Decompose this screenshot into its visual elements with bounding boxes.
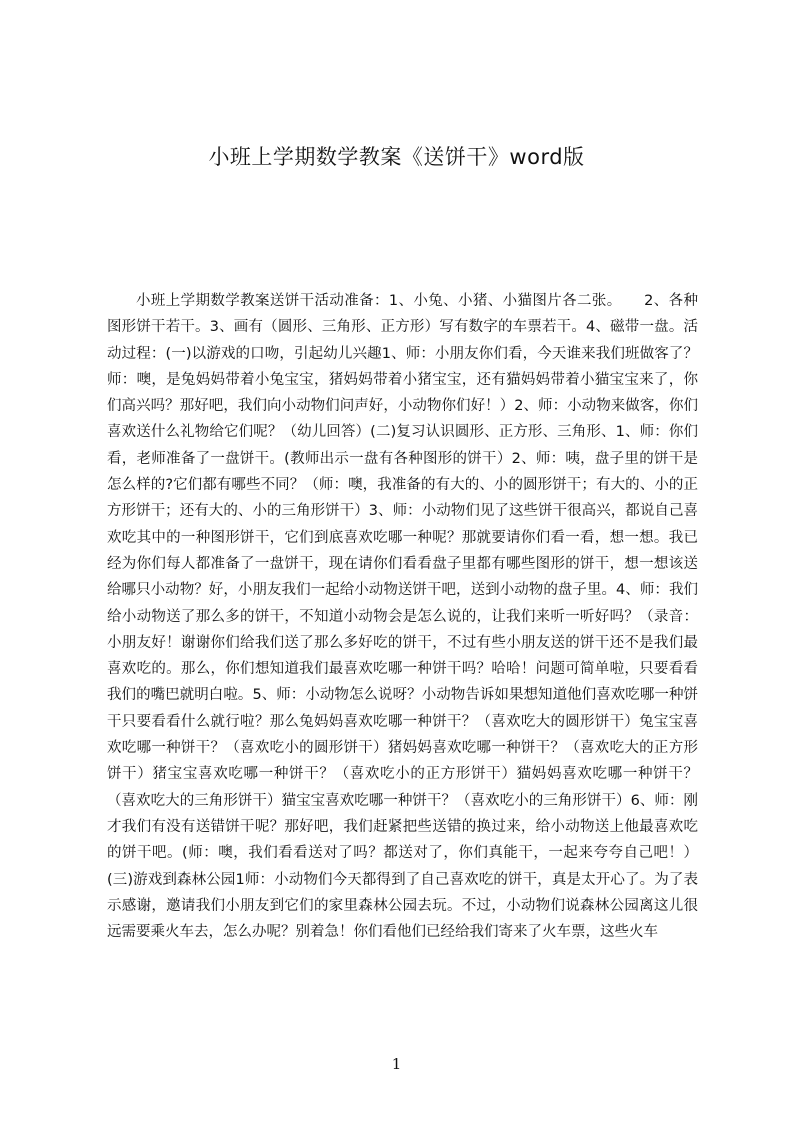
document-title: 小班上学期数学教案《送饼干》word版 [208,145,585,169]
page-number: 1 [391,1055,402,1073]
document-body-paragraph: 小班上学期数学教案送饼干活动准备：1、小兔、小猪、小猫图片各二张。 2、各种图形饼干若干。3、画有（圆形、三角形、正方形）写有数字的车票若干。4、磁带一盘。活动过程：(一)以游戏的口吻，引起幼儿兴趣1、师：小朋友你们看，今天谁来我们班做客了？师：噢，是兔妈妈带着小兔宝宝，猪妈妈带着小猪宝宝，还有猫妈妈带着小猫宝宝来了，你们高兴吗？那好吧，我们向小动物们问声好，小动物你们好！）2、师：小动物来做客，你们喜欢送什么礼物给它们呢？（幼儿回答）(二)复习认识圆形、正方形、三角形、1、师：你们看，老师准备了一盘饼干。(教师出示一盘有各种图形的饼干）2、师：咦，盘子里的饼干是怎么样的?它们都有哪些不同？（师：噢，我准备的有大的、小的圆形饼干；有大的、小的正方形饼干；还有大的、小的三角形饼干）3、师：小动物们见了这些饼干很高兴，都说自己喜欢吃其中的一种图形饼干，它们到底喜欢吃哪一种呢？那就要请你们看一看，想一想。我已经为你们每人都准备了一盘饼干，现在请你们看看盘子里都有哪些图形的饼干，想一想该送给哪只小动物？好，小朋友我们一起给小动物送饼干吧，送到小动物的盘子里。4、师：我们给小动物送了那么多的饼干，不知道小动物会是怎么说的，让我们来听一听好吗？（录音：小朋友好！谢谢你们给我们送了那么多好吃的饼干，不过有些小朋友送的饼干还不是我们最喜欢吃的。那么，你们想知道我们最喜欢吃哪一种饼干吗？哈哈！问题可简单啦，只要看看我们的嘴巴就明白啦。5、师：小动物怎么说呀？小动物告诉如果想知道他们喜欢吃哪一种饼干只要看看什么就行啦？那么兔妈妈喜欢吃哪一种饼干？（喜欢吃大的圆形饼干）兔宝宝喜欢吃哪一种饼干？（喜欢吃小的圆形饼干）猪妈妈喜欢吃哪一种饼干？（喜欢吃大的正方形饼干）猪宝宝喜欢吃哪一种饼干？（喜欢吃小的正方形饼干）猫妈妈喜欢吃哪一种饼干？（喜欢吃大的三角形饼干）猫宝宝喜欢吃哪一种饼干？（喜欢吃小的三角形饼干）6、师：刚才我们有没有送错饼干呢？那好吧，我们赶紧把些送错的换过来，给小动物送上他最喜欢吃的饼干吧。(师：噢，我们看看送对了吗？都送对了，你们真能干，一起来夸夸自己吧！）(三)游戏到森林公园1师：小动物们今天都得到了自己喜欢吃的饼干，真是太开心了。为了表示感谢，邀请我们小朋友到它们的家里森林公园去玩。不过，小动物们说森林公园离这儿很远需要乘火车去，怎么办呢？别着急！你们看他们已经给我们寄来了火车票，这些火车 [107,293,698,941]
